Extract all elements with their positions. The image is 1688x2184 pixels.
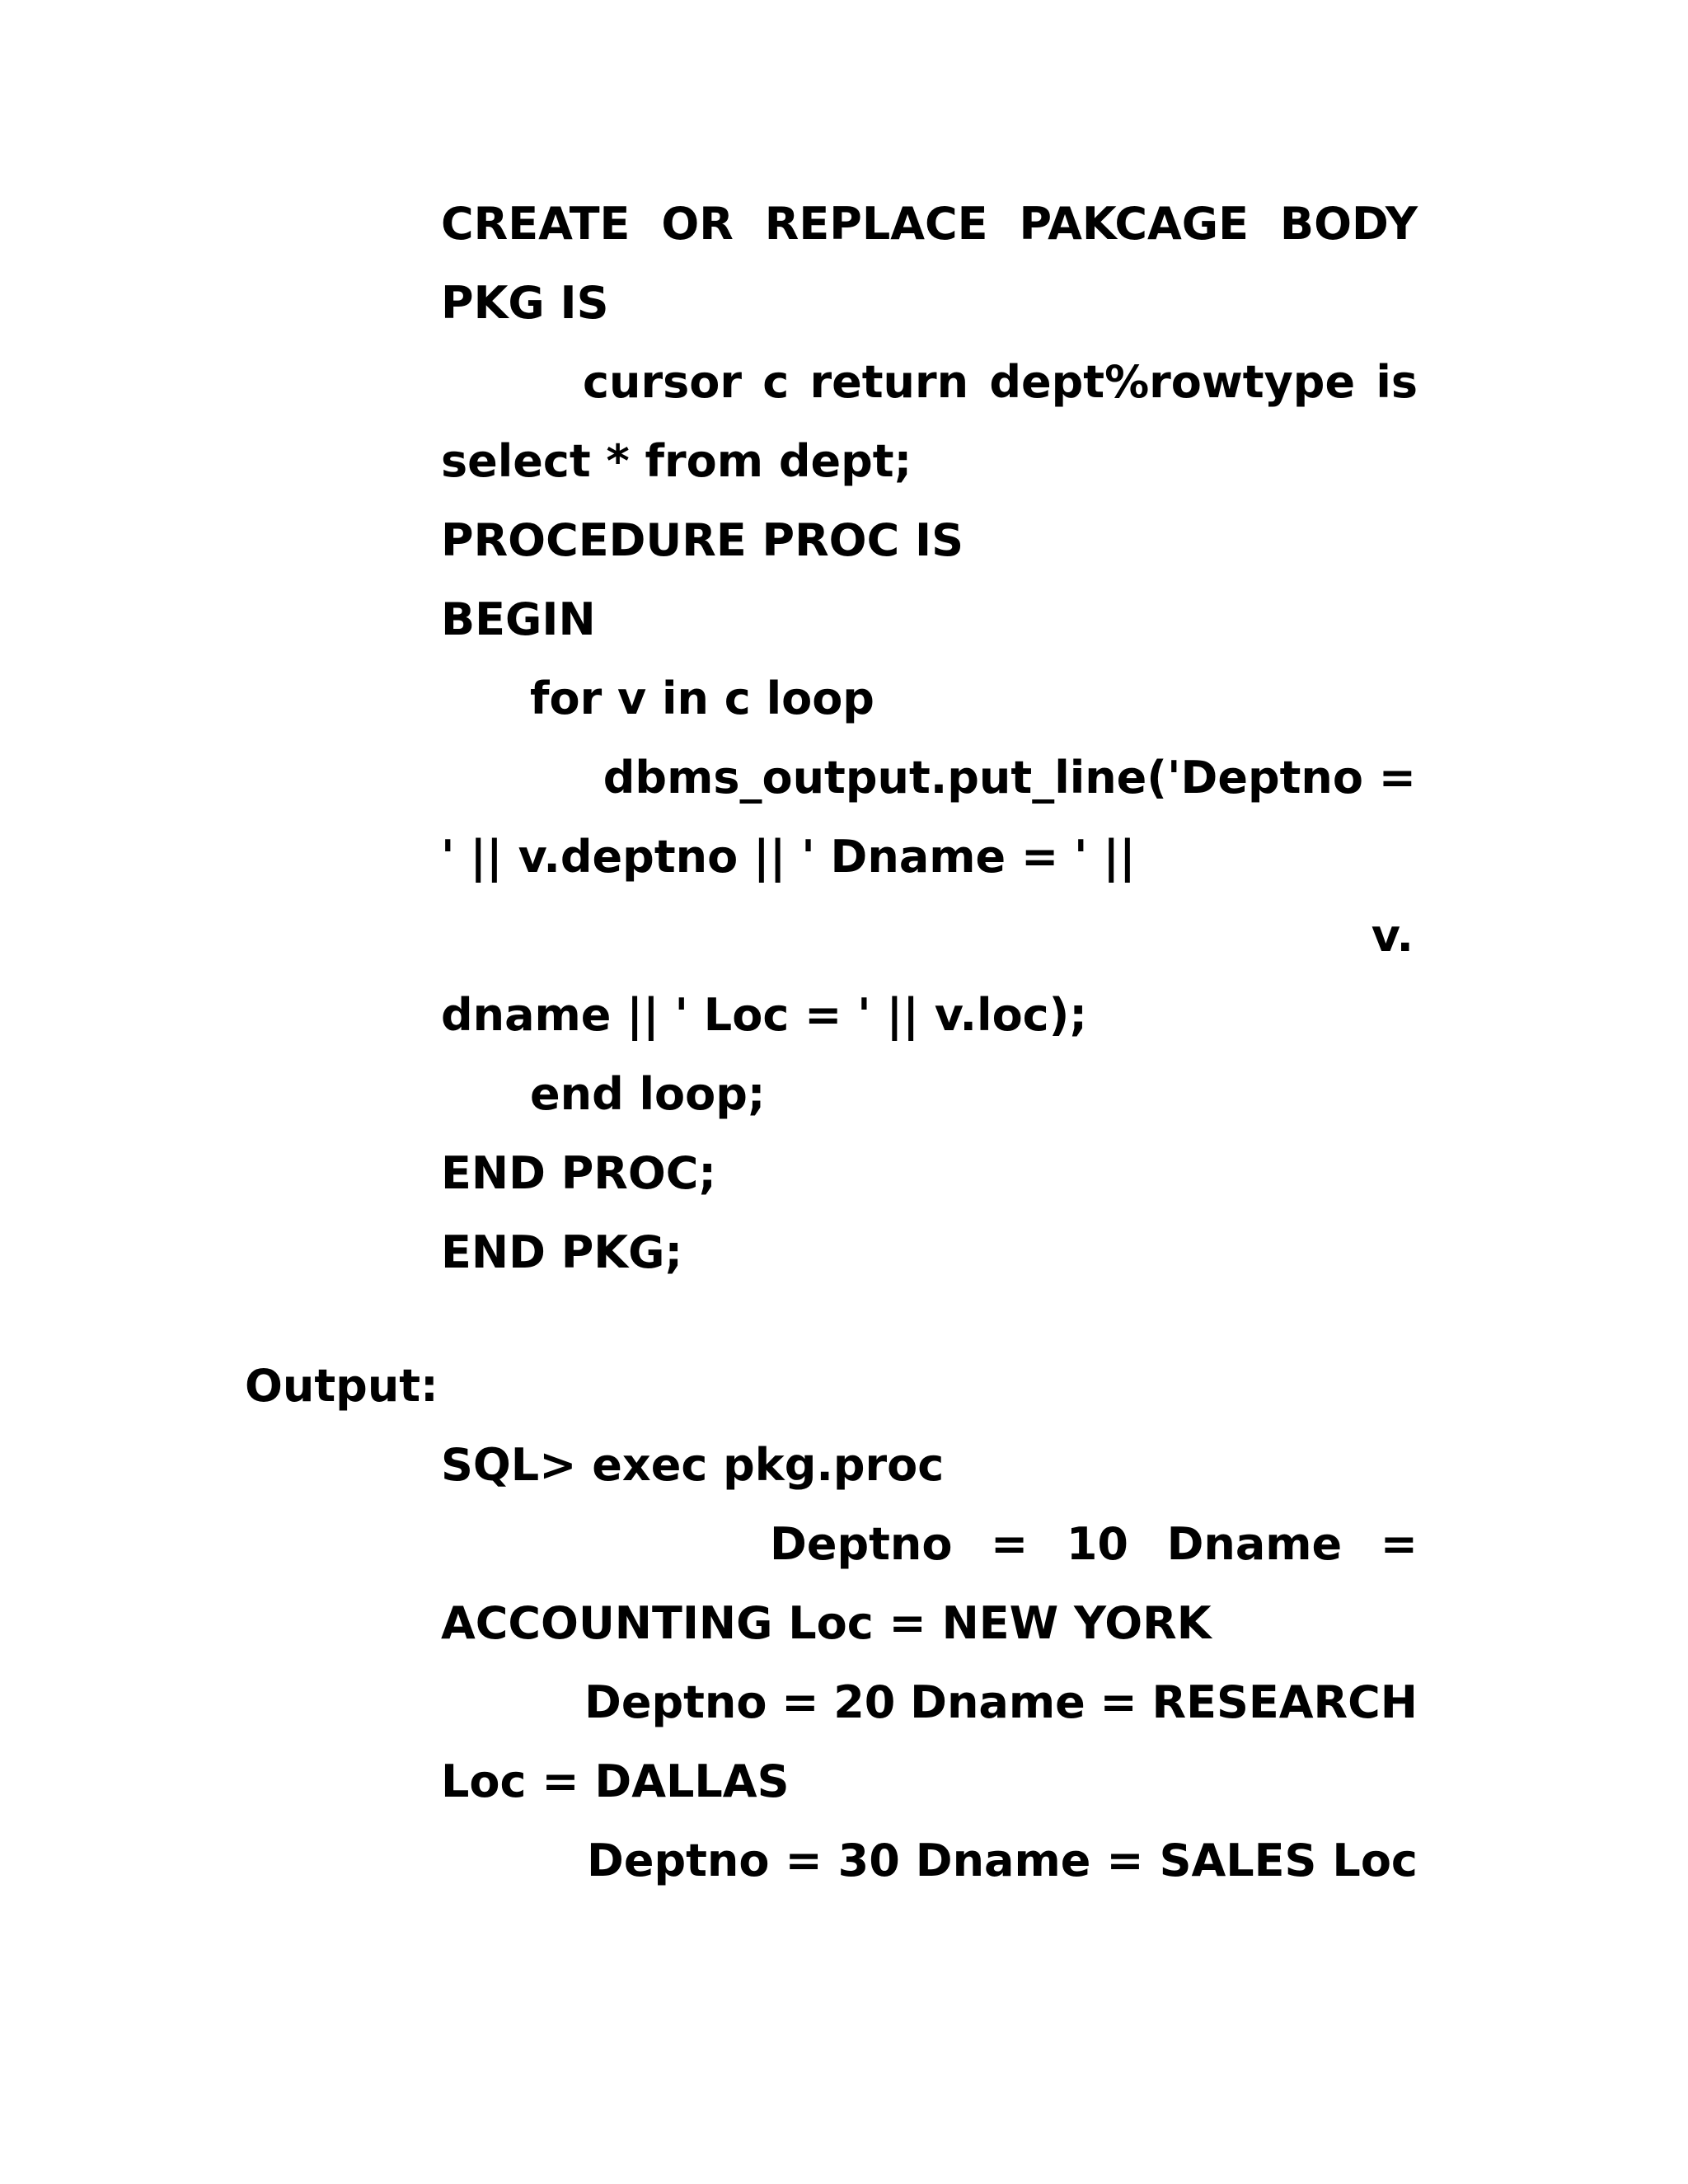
code-line-1 [441, 199, 1418, 249]
code-word: c [762, 356, 790, 408]
code-line-10: v. [1371, 910, 1414, 962]
output-word: = [1100, 1676, 1137, 1728]
output-word: Dname [910, 1676, 1085, 1728]
code-line-6: BEGIN [441, 593, 596, 645]
code-word: BODY [1279, 198, 1418, 250]
output-word: Deptno [584, 1676, 767, 1728]
output-word: = [785, 1835, 823, 1886]
output-word: 30 [837, 1835, 900, 1886]
output-word: 10 [1066, 1518, 1128, 1570]
code-word: return [809, 356, 969, 408]
code-word: CREATE [441, 198, 631, 250]
output-word: Deptno [770, 1518, 953, 1570]
output-word: 20 [833, 1676, 896, 1728]
code-line-9: ' || v.deptno || ' Dname = ' || [441, 831, 1136, 883]
output-line-4 [584, 1678, 1418, 1727]
output-word: Dname [1166, 1518, 1343, 1570]
code-line-14: END PKG; [441, 1226, 683, 1278]
output-line-6 [587, 1836, 1418, 1886]
code-line-13: END PROC; [441, 1147, 716, 1199]
code-line-11: dname || ' Loc = ' || v.loc); [441, 989, 1087, 1041]
output-word: = [1380, 1518, 1418, 1570]
code-line-5: PROCEDURE PROC IS [441, 514, 964, 566]
output-word: = [1106, 1835, 1144, 1886]
output-word: Deptno [587, 1835, 770, 1886]
output-heading: Output: [245, 1360, 438, 1412]
output-line-1: SQL> exec pkg.proc [441, 1439, 945, 1491]
output-word: Dname [915, 1835, 1091, 1886]
code-line-4: select * from dept; [441, 435, 912, 487]
output-line-3: ACCOUNTING Loc = NEW YORK [441, 1597, 1212, 1649]
code-line-7: for v in c loop [530, 673, 874, 724]
output-word: Loc [1332, 1835, 1418, 1886]
code-word: cursor [583, 356, 742, 408]
output-word: SALES [1159, 1835, 1317, 1886]
output-word: = [991, 1518, 1029, 1570]
code-line-12: end loop; [530, 1068, 766, 1120]
code-line-3 [583, 358, 1418, 407]
code-word: PAKCAGE [1019, 198, 1249, 250]
output-word: RESEARCH [1151, 1676, 1418, 1728]
code-line-8: dbms_output.put_line('Deptno = [603, 752, 1416, 804]
code-word: OR [661, 198, 734, 250]
code-word: dept%rowtype [989, 356, 1356, 408]
output-line-2 [770, 1520, 1418, 1569]
output-line-5: Loc = DALLAS [441, 1755, 790, 1807]
output-word: = [781, 1676, 819, 1728]
code-word: REPLACE [764, 198, 988, 250]
code-line-2: PKG IS [441, 277, 609, 329]
code-word: is [1376, 356, 1418, 408]
